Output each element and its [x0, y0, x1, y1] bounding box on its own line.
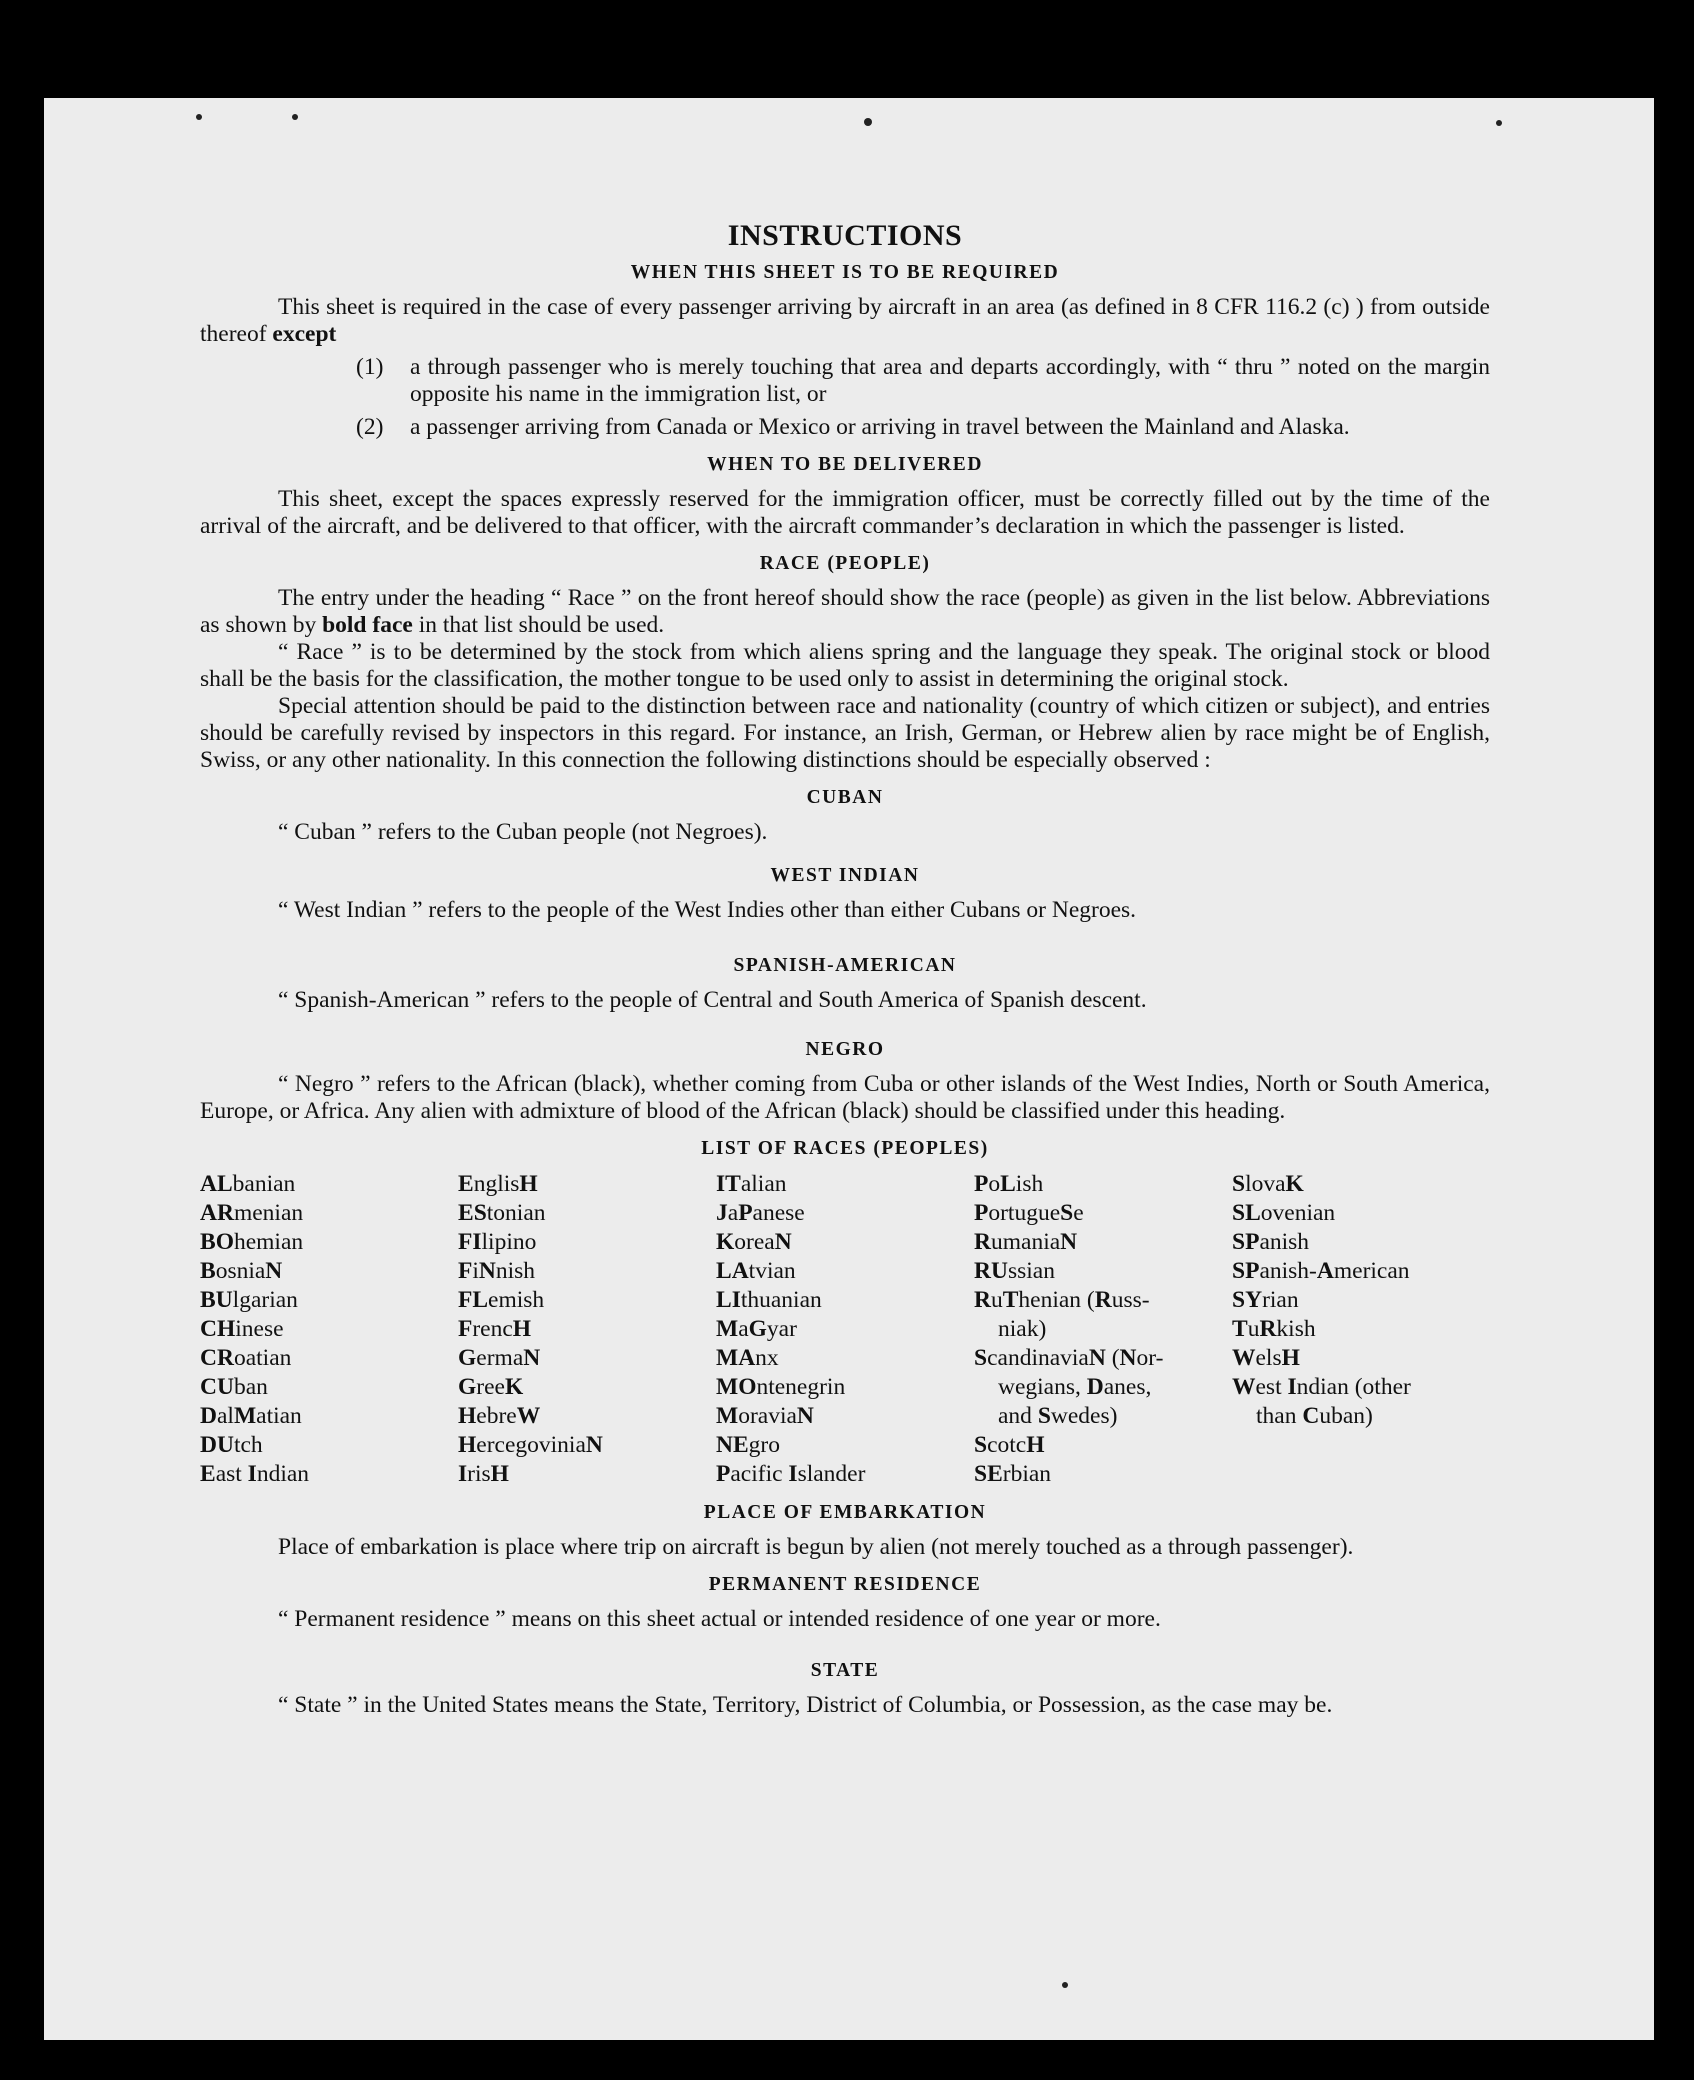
race-entry: ALbanian	[200, 1171, 296, 1197]
spanish-american-text: “ Spanish-American ” refers to the people of Central and South America of Spanish descent.	[278, 987, 1147, 1013]
race-entry: ARmenian	[200, 1200, 304, 1226]
race-entry: SErbian	[974, 1461, 1052, 1487]
race-entry: KoreaN	[716, 1229, 792, 1255]
item-text: a through passenger who is merely touching that area and departs accordingly, with “ thru ” noted on the margin opposite his name in the immigration list, or	[410, 354, 1490, 407]
race-entry: FIlipino	[458, 1229, 537, 1255]
speck	[1062, 1982, 1068, 1988]
race-entry: niak)	[998, 1316, 1047, 1342]
item-text: a passenger arriving from Canada or Mexico or arriving in travel between the Mainland and Alaska.	[410, 414, 1350, 440]
race-entry: EStonian	[458, 1200, 546, 1226]
race-entry: LIthuanian	[716, 1287, 822, 1313]
heading-list-of-races: LIST OF RACES (PEOPLES)	[701, 1138, 989, 1159]
race-p1-bold: bold face	[322, 612, 413, 638]
race-entry: BOhemian	[200, 1229, 304, 1255]
race-entry: Pacific Islander	[716, 1461, 866, 1487]
race-entry: FrencH	[458, 1316, 532, 1342]
race-entry: NEgro	[716, 1432, 780, 1458]
race-column	[1232, 1170, 1490, 1489]
race-entry: DalMatian	[200, 1403, 302, 1429]
item-number: (2)	[356, 414, 384, 440]
state-text: “ State ” in the United States means the State, Territory, District of Columbia, or Possession, as the case may be.	[278, 1692, 1333, 1718]
heading-race: RACE (PEOPLE)	[759, 553, 931, 574]
race-entry: HercegoviniaN	[458, 1432, 603, 1458]
race-entry: LAtvian	[716, 1258, 796, 1284]
page-title: INSTRUCTIONS	[727, 219, 963, 252]
race-entry: RuThenian (Russ-	[974, 1287, 1150, 1313]
race-entry: RUssian	[974, 1258, 1055, 1284]
race-p1-end: in that list should be used.	[418, 612, 665, 638]
exception-item	[356, 414, 1490, 441]
cuban-text: “ Cuban ” refers to the Cuban people (not Negroes).	[278, 819, 768, 845]
race-entry: and Swedes)	[998, 1403, 1118, 1429]
embarkation-text: Place of embarkation is place where trip on aircraft is begun by alien (not merely touched as a through passenger).	[278, 1534, 1354, 1560]
race-entry: IrisH	[458, 1461, 509, 1487]
race-entry: wegians, Danes,	[998, 1374, 1152, 1400]
race-entry: ITalian	[716, 1171, 787, 1197]
race-entry: East Indian	[200, 1461, 310, 1487]
race-entry: ScandinaviaN (Nor-	[974, 1345, 1164, 1371]
item-number: (1)	[356, 354, 384, 380]
residence-text: “ Permanent residence ” means on this sheet actual or intended residence of one year or more.	[278, 1606, 1161, 1632]
race-entry: RumaniaN	[974, 1229, 1078, 1255]
race-column	[200, 1170, 458, 1489]
speck	[292, 114, 298, 120]
heading-when-delivered: WHEN TO BE DELIVERED	[707, 454, 983, 475]
required-intro-text: This sheet is required in the case of every passenger arriving by aircraft in an area (as defined in 8 CFR 116.2 (c) ) from outside thereof	[200, 294, 1490, 347]
race-column	[974, 1170, 1232, 1489]
race-column	[716, 1170, 974, 1489]
speck	[864, 118, 872, 126]
speck	[1496, 120, 1502, 126]
race-p1-start: The entry under the heading “ Race ” on the front hereof should show the race (people) as given in the list below. Abbreviations as shown by	[200, 585, 1490, 638]
race-entry: BosniaN	[200, 1258, 283, 1284]
heading-when-required: WHEN THIS SHEET IS TO BE REQUIRED	[630, 262, 1060, 283]
race-entry: SPanish	[1232, 1229, 1310, 1255]
race-entry: MoraviaN	[716, 1403, 814, 1429]
race-column	[458, 1170, 716, 1489]
race-entry: SYrian	[1232, 1287, 1299, 1313]
heading-permanent-residence: PERMANENT RESIDENCE	[708, 1574, 982, 1595]
required-intro	[200, 294, 1490, 348]
race-paragraph-3: Special attention should be paid to the distinction between race and nationality (country of which citizen or subject), and entries should be carefully revised by inspectors in this regard. For instance, an Irish, German, or Hebrew alien by race might be of English, Swiss, or any other nationality. In this connection the following distinctions should be especially observed :	[200, 693, 1490, 773]
document-sheet	[44, 98, 1654, 2040]
speck	[196, 114, 202, 120]
race-entry: SLovenian	[1232, 1200, 1336, 1226]
race-entry: HebreW	[458, 1403, 541, 1429]
race-entry: ScotcH	[974, 1432, 1045, 1458]
instructions-body	[200, 219, 1490, 1719]
race-entry: SPanish-American	[1232, 1258, 1410, 1284]
race-entry: MOntenegrin	[716, 1374, 846, 1400]
race-entry: PoLish	[974, 1171, 1044, 1197]
race-entry: than Cuban)	[1256, 1403, 1373, 1429]
negro-text: “ Negro ” refers to the African (black), whether coming from Cuba or other islands of the West Indies, North or South America, Europe, or Africa. Any alien with admixture of blood of the African (black) should be classified under this heading.	[200, 1071, 1490, 1124]
exception-item	[356, 354, 1490, 408]
race-entry: BUlgarian	[200, 1287, 298, 1313]
race-entry: FLemish	[458, 1287, 545, 1313]
required-except: except	[272, 321, 337, 347]
race-entry: EnglisH	[458, 1171, 538, 1197]
heading-cuban: CUBAN	[806, 787, 884, 808]
heading-place-of-embarkation: PLACE OF EMBARKATION	[703, 1502, 987, 1523]
race-entry: CRoatian	[200, 1345, 292, 1371]
race-entry: West Indian (other	[1232, 1374, 1411, 1400]
race-paragraph-1	[200, 585, 1490, 639]
west-indian-text: “ West Indian ” refers to the people of the West Indies other than either Cubans or Negroes.	[278, 897, 1137, 923]
heading-state: STATE	[810, 1660, 880, 1681]
race-entry: GreeK	[458, 1374, 524, 1400]
race-entry: DUtch	[200, 1432, 263, 1458]
race-entry: JaPanese	[716, 1200, 805, 1226]
race-list	[200, 1170, 1490, 1489]
race-entry: FiNnish	[458, 1258, 536, 1284]
race-entry: MaGyar	[716, 1316, 797, 1342]
delivered-text: This sheet, except the spaces expressly reserved for the immigration officer, must be correctly filled out by the time of the arrival of the aircraft, and be delivered to that officer, with the aircraft commander’s declaration in which the passenger is listed.	[200, 486, 1490, 539]
race-entry: SlovaK	[1232, 1171, 1304, 1197]
race-entry: GermaN	[458, 1345, 541, 1371]
race-paragraph-2: “ Race ” is to be determined by the stock from which aliens spring and the language they speak. The original stock or blood shall be the basis for the classification, the mother tongue to be used only to assist in determining the original stock.	[200, 639, 1490, 692]
heading-negro: NEGRO	[805, 1039, 885, 1060]
race-entry: CHinese	[200, 1316, 284, 1342]
heading-spanish-american: SPANISH-AMERICAN	[733, 955, 957, 976]
race-entry: WelsH	[1232, 1345, 1300, 1371]
race-entry: TuRkish	[1232, 1316, 1316, 1342]
race-entry: CUban	[200, 1374, 268, 1400]
race-entry: PortugueSe	[974, 1200, 1084, 1226]
heading-west-indian: WEST INDIAN	[770, 865, 920, 886]
race-entry: MAnx	[716, 1345, 779, 1371]
